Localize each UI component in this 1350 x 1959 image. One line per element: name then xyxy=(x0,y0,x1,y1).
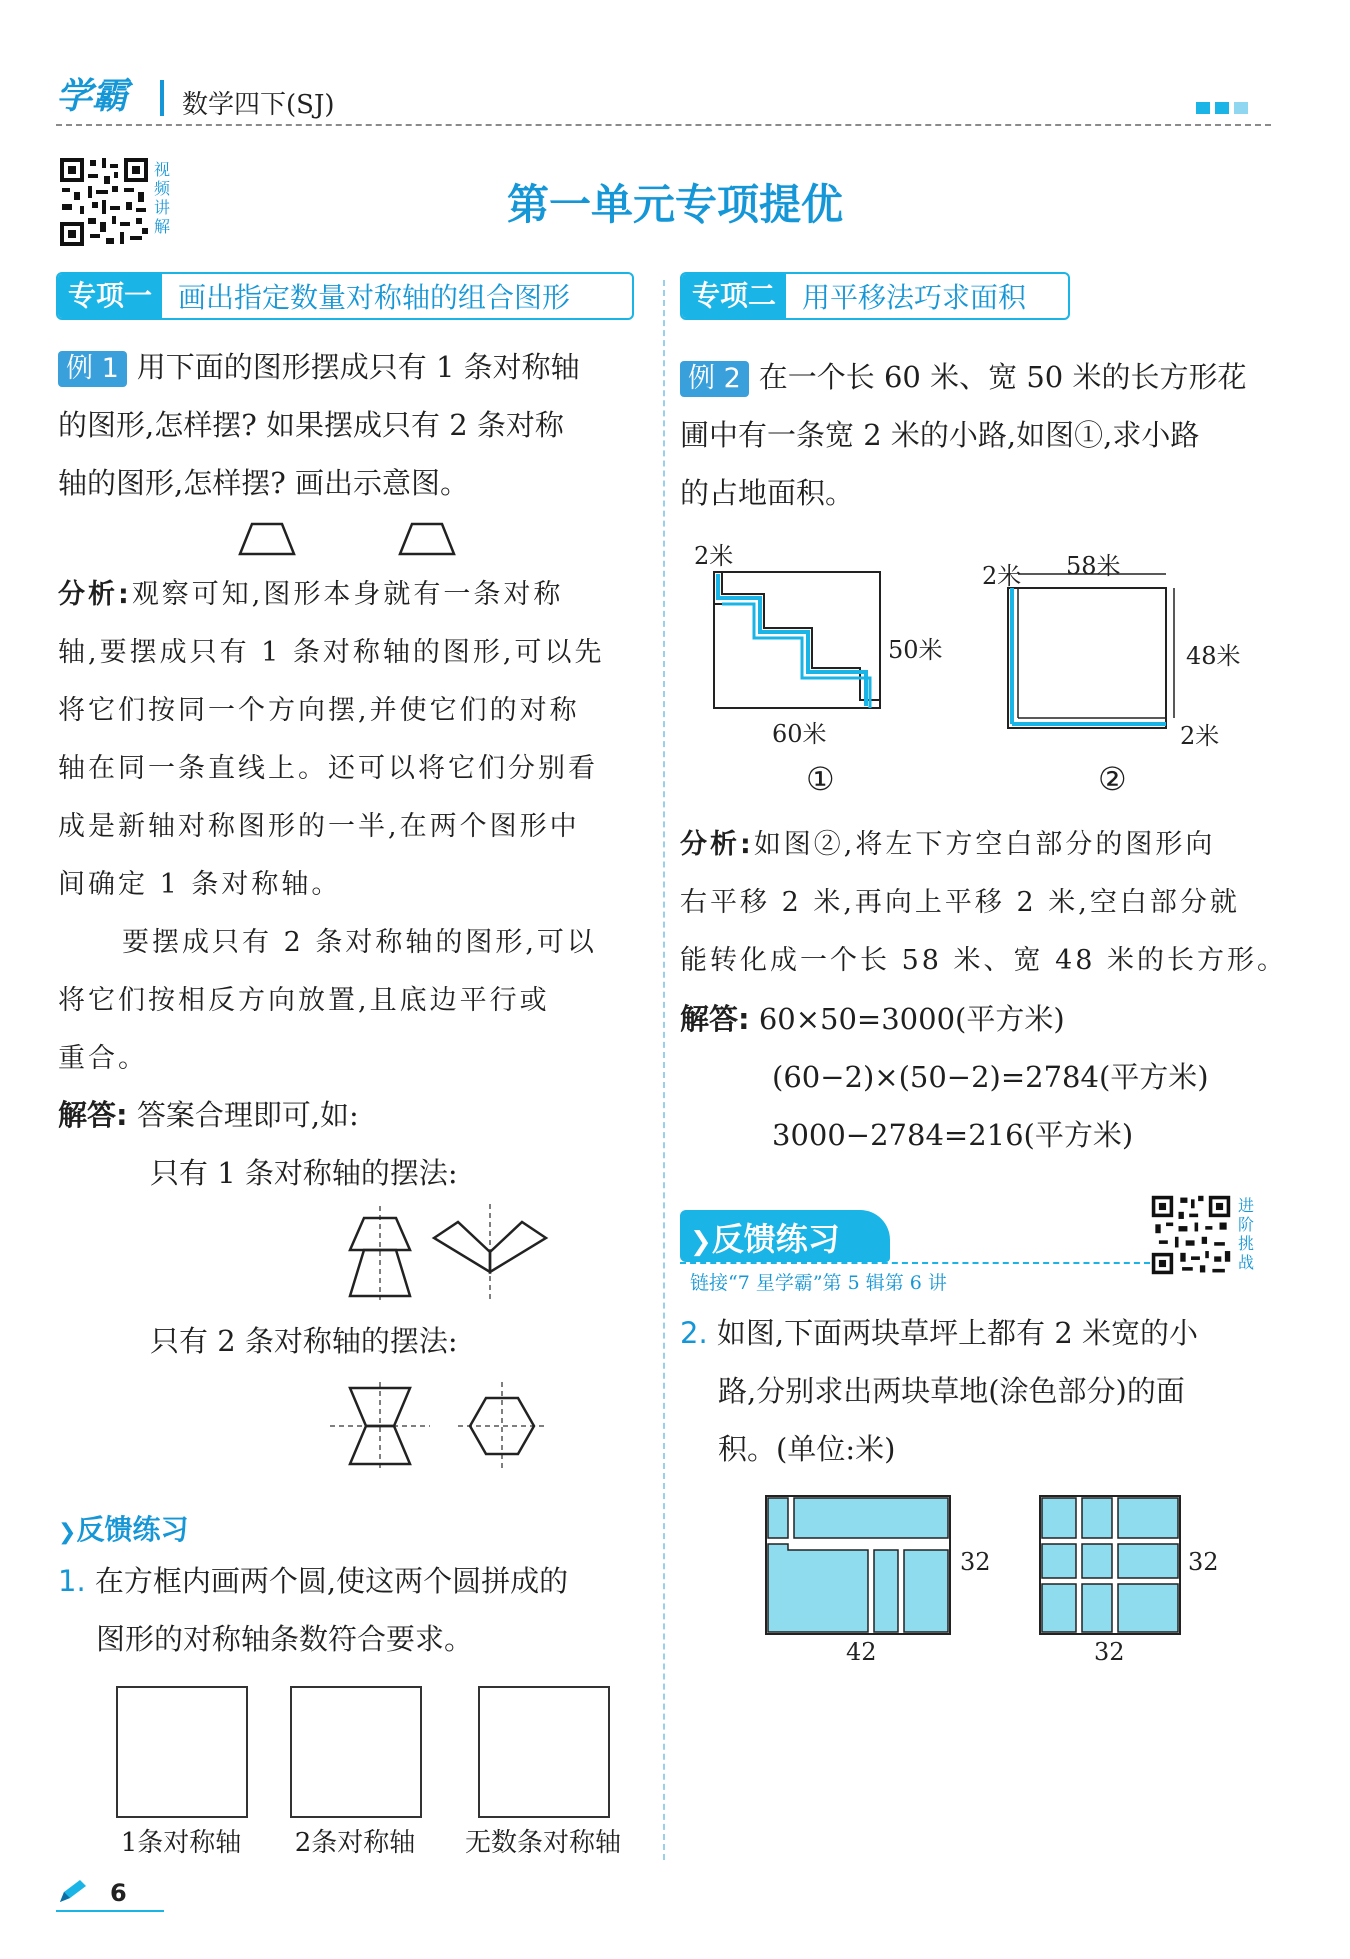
trapezoid-1 xyxy=(240,524,294,554)
section2-tag: 专项二 xyxy=(682,274,786,318)
book-title: 数学四下(SJ) xyxy=(182,90,335,120)
brand-logo: 学霸 xyxy=(56,75,129,117)
page-title: 第一单元专项提优 xyxy=(506,180,843,229)
section2-banner xyxy=(680,272,1070,320)
header-square-1 xyxy=(1196,102,1210,114)
answer2: 解答: 60×50=3000(平方米) (60−2)×(50−2)=2784(平方米) 3000−2784=216(平方米) xyxy=(680,1002,1209,1152)
answer-box-3[interactable] xyxy=(478,1686,610,1818)
page-number-rule xyxy=(56,1910,164,1912)
fig2-width-label: 2米 xyxy=(982,562,1022,590)
answer-box-1[interactable] xyxy=(116,1686,248,1818)
analysis2-label: 分析: xyxy=(680,829,754,860)
fig1-width-label: 2米 xyxy=(694,542,734,570)
feedback2-question: 2. 如图,下面两块草坪上都有 2 米宽的小 路,分别求出两块草地(涂色部分)的面 积。(单位:米) xyxy=(680,1316,1198,1466)
column-divider xyxy=(663,280,665,1860)
one-axis-figures xyxy=(330,1200,550,1304)
section1-banner xyxy=(56,272,634,320)
answer-box-3-caption: 无数条对称轴 xyxy=(464,1828,621,1858)
fig2-number: ② xyxy=(1098,760,1127,798)
example1-line-2: 的图形,怎样摆? 如果摆成只有 2 条对称 xyxy=(58,408,564,442)
qr-label-top: 视 频 讲 解 xyxy=(153,160,170,236)
fig1-height-label: 50米 xyxy=(888,636,943,664)
feedback2-title: ❯反馈练习 xyxy=(690,1220,840,1258)
header-rule xyxy=(56,124,1271,126)
answer1-two-axis: 只有 2 条对称轴的摆法: xyxy=(150,1324,458,1358)
answer1-one-axis: 只有 1 条对称轴的摆法: xyxy=(150,1156,458,1190)
analysis2: 分析:如图②,将左下方空白部分的图形向 右平移 2 米,再向上平移 2 米,空白部分就 能转化成一个长 58 米、宽 48 米的长方形。 xyxy=(680,829,1288,976)
header-square-3 xyxy=(1234,102,1248,114)
answer1-label: 解答: xyxy=(58,1098,128,1132)
fig1-number: ① xyxy=(806,760,835,798)
lawn2-height-label: 32 xyxy=(1188,1548,1219,1576)
qr-label-2: 进 阶 挑 战 xyxy=(1237,1196,1254,1272)
section1-title: 画出指定数量对称轴的组合图形 xyxy=(178,281,571,314)
answer-box-2-caption: 2条对称轴 xyxy=(294,1828,416,1858)
answer2-label: 解答: xyxy=(680,1002,750,1036)
pencil-icon xyxy=(56,1878,90,1906)
two-axis-figures xyxy=(330,1380,550,1472)
answer-box-1-caption: 1条对称轴 xyxy=(120,1828,242,1858)
fig1-bottom-label: 60米 xyxy=(772,720,827,748)
section2-title: 用平移法巧求面积 xyxy=(802,281,1027,314)
header-square-2 xyxy=(1215,102,1229,114)
fig2-top-label: 58米 xyxy=(1066,552,1121,580)
lawn-figure-2 xyxy=(1038,1494,1184,1638)
qr-code-icon-2[interactable] xyxy=(1150,1194,1232,1276)
fig2-height-label: 48米 xyxy=(1186,642,1241,670)
analysis1: 分析:观察可知,图形本身就有一条对称 轴,要摆成只有 1 条对称轴的图形,可以先 将它们按同一个方向摆,并使它们的对称 轴在同一条直线上。还可以将它们分别看 成是新轴对称图形的一半,在两个图形中 间确定 1 条对称轴。 要摆成只有 2 条对称轴的图形,可以 将它们按相反方向放置,且底边平行或 重合。 xyxy=(58,579,605,1074)
example2: 例 2 在一个长 60 米、宽 50 米的长方形花 圃中有一条宽 2 米的小路,如图①,求小路 的占地面积。 xyxy=(680,360,1247,510)
lawn-figure-1 xyxy=(764,1494,954,1638)
feedback2-link[interactable]: 链接“7 星学霸”第 5 辑第 6 讲 xyxy=(690,1272,947,1294)
page-number: 6 xyxy=(110,1879,127,1907)
feedback2-rule xyxy=(680,1262,1150,1264)
brand-divider xyxy=(160,80,164,116)
example1-tag: 例 1 xyxy=(58,351,127,387)
fig2-corner-label: 2米 xyxy=(1180,722,1220,750)
feedback1-question: 1. 在方框内画两个圆,使这两个圆拼成的 图形的对称轴条数符合要求。 xyxy=(58,1564,569,1656)
feedback1-heading: ❯反馈练习 xyxy=(58,1513,189,1546)
answer1: 解答: 答案合理即可,如: 只有 1 条对称轴的摆法: xyxy=(58,1086,648,1202)
analysis1-label: 分析: xyxy=(58,579,132,610)
example1 xyxy=(58,338,648,512)
lawn2-width-label: 32 xyxy=(1094,1638,1125,1666)
example1-line-3: 轴的图形,怎样摆? 画出示意图。 xyxy=(58,466,469,500)
example2-tag: 例 2 xyxy=(680,361,749,397)
lawn1-height-label: 32 xyxy=(960,1548,991,1576)
trapezoid-2 xyxy=(400,524,454,554)
trapezoid-figures xyxy=(230,518,470,560)
lawn1-width-label: 42 xyxy=(846,1638,877,1666)
example1-line-1: 用下面的图形摆成只有 1 条对称轴 xyxy=(136,350,580,384)
answer-box-2[interactable] xyxy=(290,1686,422,1818)
section1-tag: 专项一 xyxy=(58,274,162,318)
